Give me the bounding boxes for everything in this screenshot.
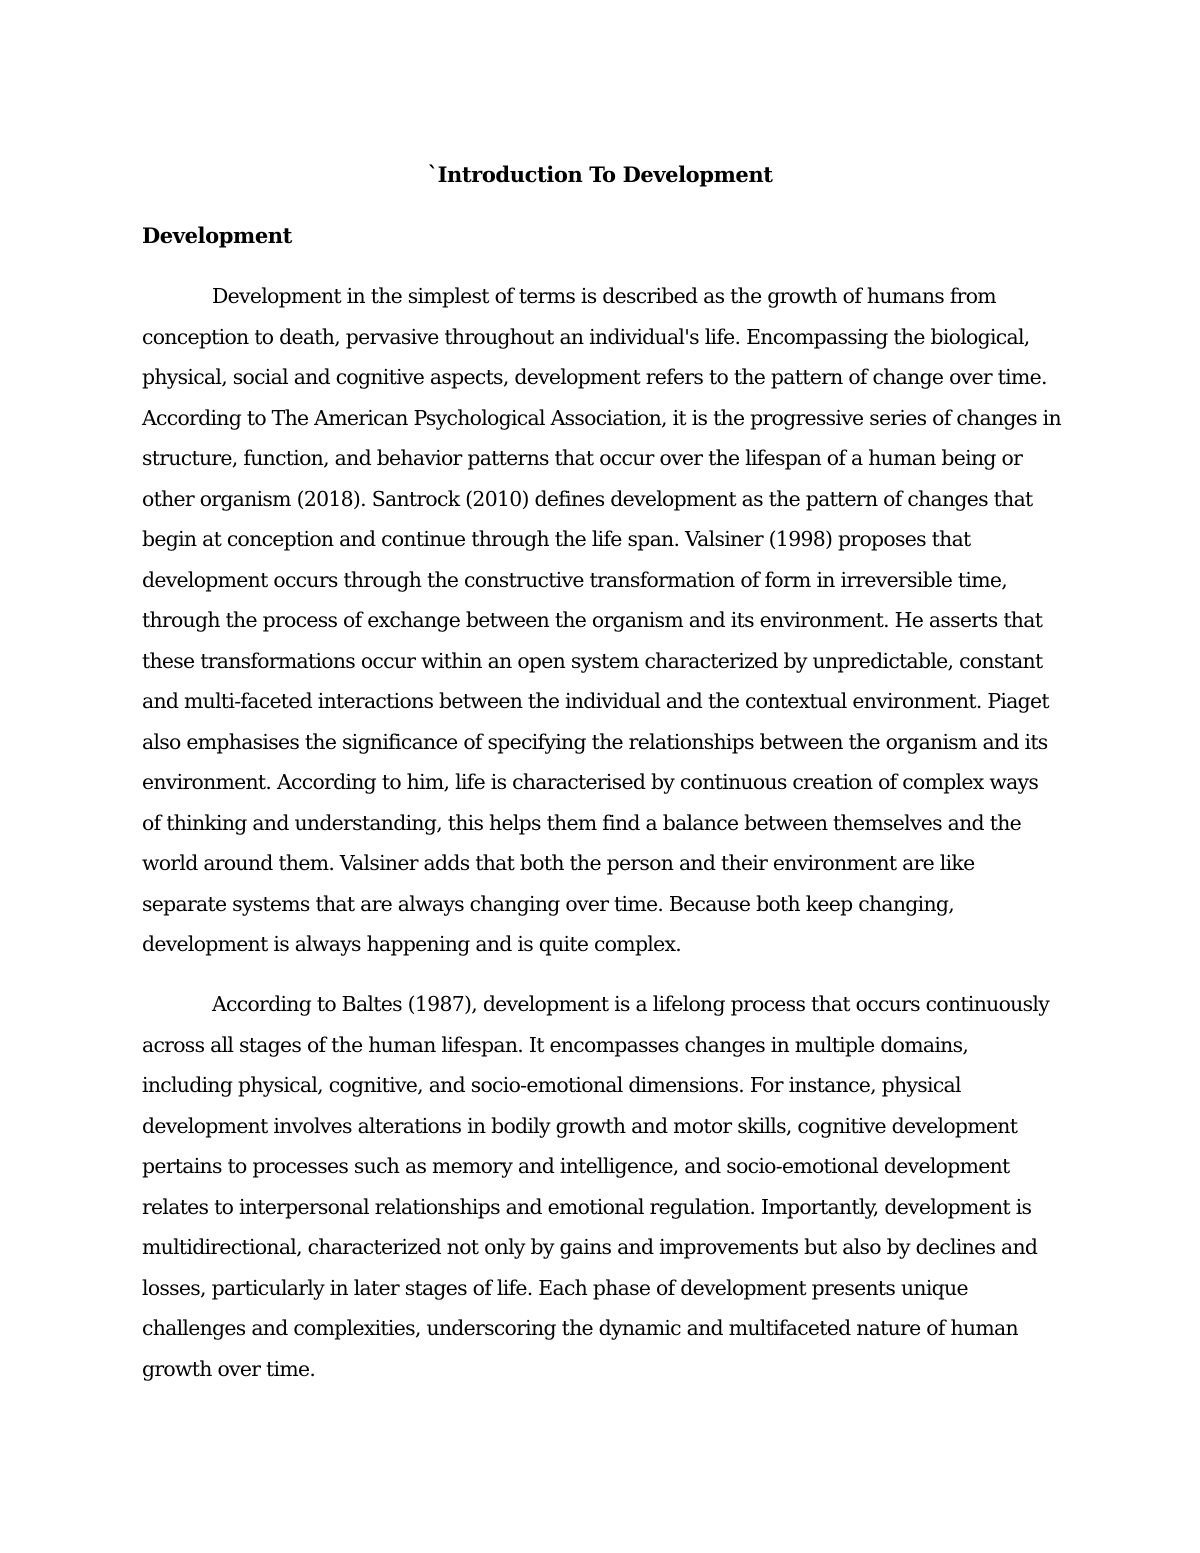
- document-title: `Introduction To Development: [427, 162, 773, 187]
- body-paragraph: According to Baltes (1987), development is a lifelong process that occurs continuously across all stages of the human lifespan. It encompasses changes in multiple domains, including physical, cognitive, and socio-emotional dimensions. For instance, physical development involves alterations in bodily growth and motor skills, cognitive development pertains to processes such as memory and intelligence, and socio-emotional development relates to interpersonal relationships and emotional regulation. Importantly, development is multidirectional, characterized not only by gains and improvements but also by declines and losses, particularly in later stages of life. Each phase of development presents unique challenges and complexities, underscoring the dynamic and multifaceted nature of human growth over time.: [142, 992, 1050, 1381]
- body-paragraph: Development in the simplest of terms is described as the growth of humans from conception to death, pervasive throughout an individual's life. Encompassing the biological, physical, social and cognitive aspects, development refers to the pattern of change over time. According to The American Psychological Association, it is the progressive series of changes in structure, function, and behavior patterns that occur over the lifespan of a human being or other organism (2018). Santrock (2010) defines development as the pattern of changes that begin at conception and continue through the life span. Valsiner (1998) proposes that development occurs through the constructive transformation of form in irreversible time, through the process of exchange between the organism and its environment. He asserts that these transformations occur within an open system characterized by unpredictable, constant and multi-faceted interactions between the individual and the contextual environment. Piaget also emphasises the significance of specifying the relationships between the organism and its environment. According to him, life is characterised by continuous creation of complex ways of thinking and understanding, this helps them find a balance between themselves and the world around them. Valsiner adds that both the person and their environment are like separate systems that are always changing over time. Because both keep changing, development is always happening and is quite complex.: [142, 284, 1061, 956]
- section-heading: Development: [142, 223, 292, 248]
